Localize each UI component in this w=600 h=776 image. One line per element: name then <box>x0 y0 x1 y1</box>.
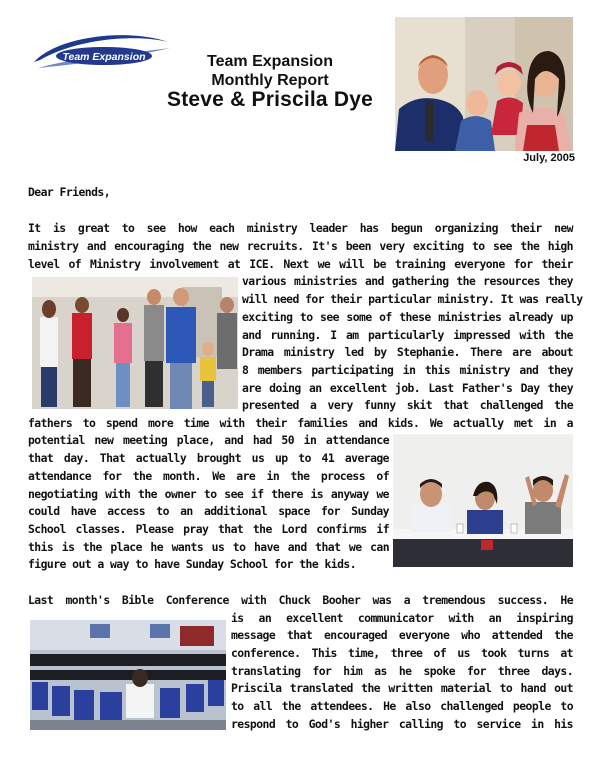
paragraph-line: level of Ministry involvement at ICE. Next we will be training everyone for their <box>28 257 573 271</box>
paragraph-line: respond to God's higher calling to service in his <box>231 717 573 731</box>
date-year: 2005 <box>550 152 575 164</box>
paragraph-line: fathers to spend more time with their families and kids. We actually met in a <box>28 416 573 430</box>
paragraph-line: conference. This time, three of us took turns at <box>231 646 573 660</box>
report-title: Monthly Report <box>211 72 329 89</box>
paragraph-line: this is the place he wants us to have and that we can <box>28 540 389 554</box>
paragraph-line: are doing an excellent job. Last Father's Day they <box>242 381 573 395</box>
paragraph-line: could have access to an additional space for Sunday <box>28 504 389 518</box>
paragraph-line: Drama ministry led by Stephanie. There are about <box>242 345 573 359</box>
paragraph-line: potential new meeting place, and had 50 in attendance <box>28 433 389 447</box>
meeting-panel-photo <box>393 434 573 567</box>
family-photo <box>395 17 573 151</box>
paragraph-line: It is great to see how each ministry leader has begun organizing their new <box>28 221 573 235</box>
paragraph-line: is an excellent communicator with an inspiring <box>231 611 573 625</box>
report-date <box>490 152 575 164</box>
missionary-names: Steve & Priscila Dye <box>167 88 373 111</box>
paragraph-line: translating for him as he spoke for three days. <box>231 664 573 678</box>
organization-title: Team Expansion <box>207 53 333 70</box>
paragraph-line: will need for their particular ministry. It was really <box>242 292 583 306</box>
paragraph-line: negotiating with the owner to see if there is anyway we <box>28 487 389 501</box>
paragraph-line: 8 members participating in this ministry and they <box>242 363 573 377</box>
paragraph-line: message that encouraged everyone who attended the <box>231 628 573 642</box>
bible-conference-photo <box>30 620 226 730</box>
paragraph-line: to all the attendees. He also challenged people to <box>231 699 573 713</box>
paragraph-line: various ministries and gathering the resources they <box>242 274 573 288</box>
paragraph-line: School classes. Please pray that the Lord confirms if <box>28 522 389 536</box>
greeting: Dear Friends, <box>28 185 111 199</box>
paragraph-line: Last month's Bible Conference with Chuck Booher was a tremendous success. He <box>28 593 573 607</box>
paragraph-line: and running. I am particularly impressed with the <box>242 328 573 342</box>
paragraph-line: that day. That actually brought us up to 41 average <box>28 451 389 465</box>
paragraph-line: exciting to see some of these ministries already up <box>242 310 573 324</box>
drama-ministry-photo <box>32 277 238 409</box>
paragraph-line: ministry and encouraging the new recruits. It's been very exciting to see the high <box>28 239 573 253</box>
paragraph-line: Priscila translated the written material to hand out <box>231 681 573 695</box>
paragraph-line: figure out a way to have Sunday School for the kids. <box>28 557 357 571</box>
paragraph-line: attendance for the month. We are in the process of <box>28 469 389 483</box>
logo-text: Team Expansion <box>62 51 146 63</box>
date-month: July, <box>523 152 548 164</box>
paragraph-line: presented a very funny skit that challenged the <box>242 398 573 412</box>
